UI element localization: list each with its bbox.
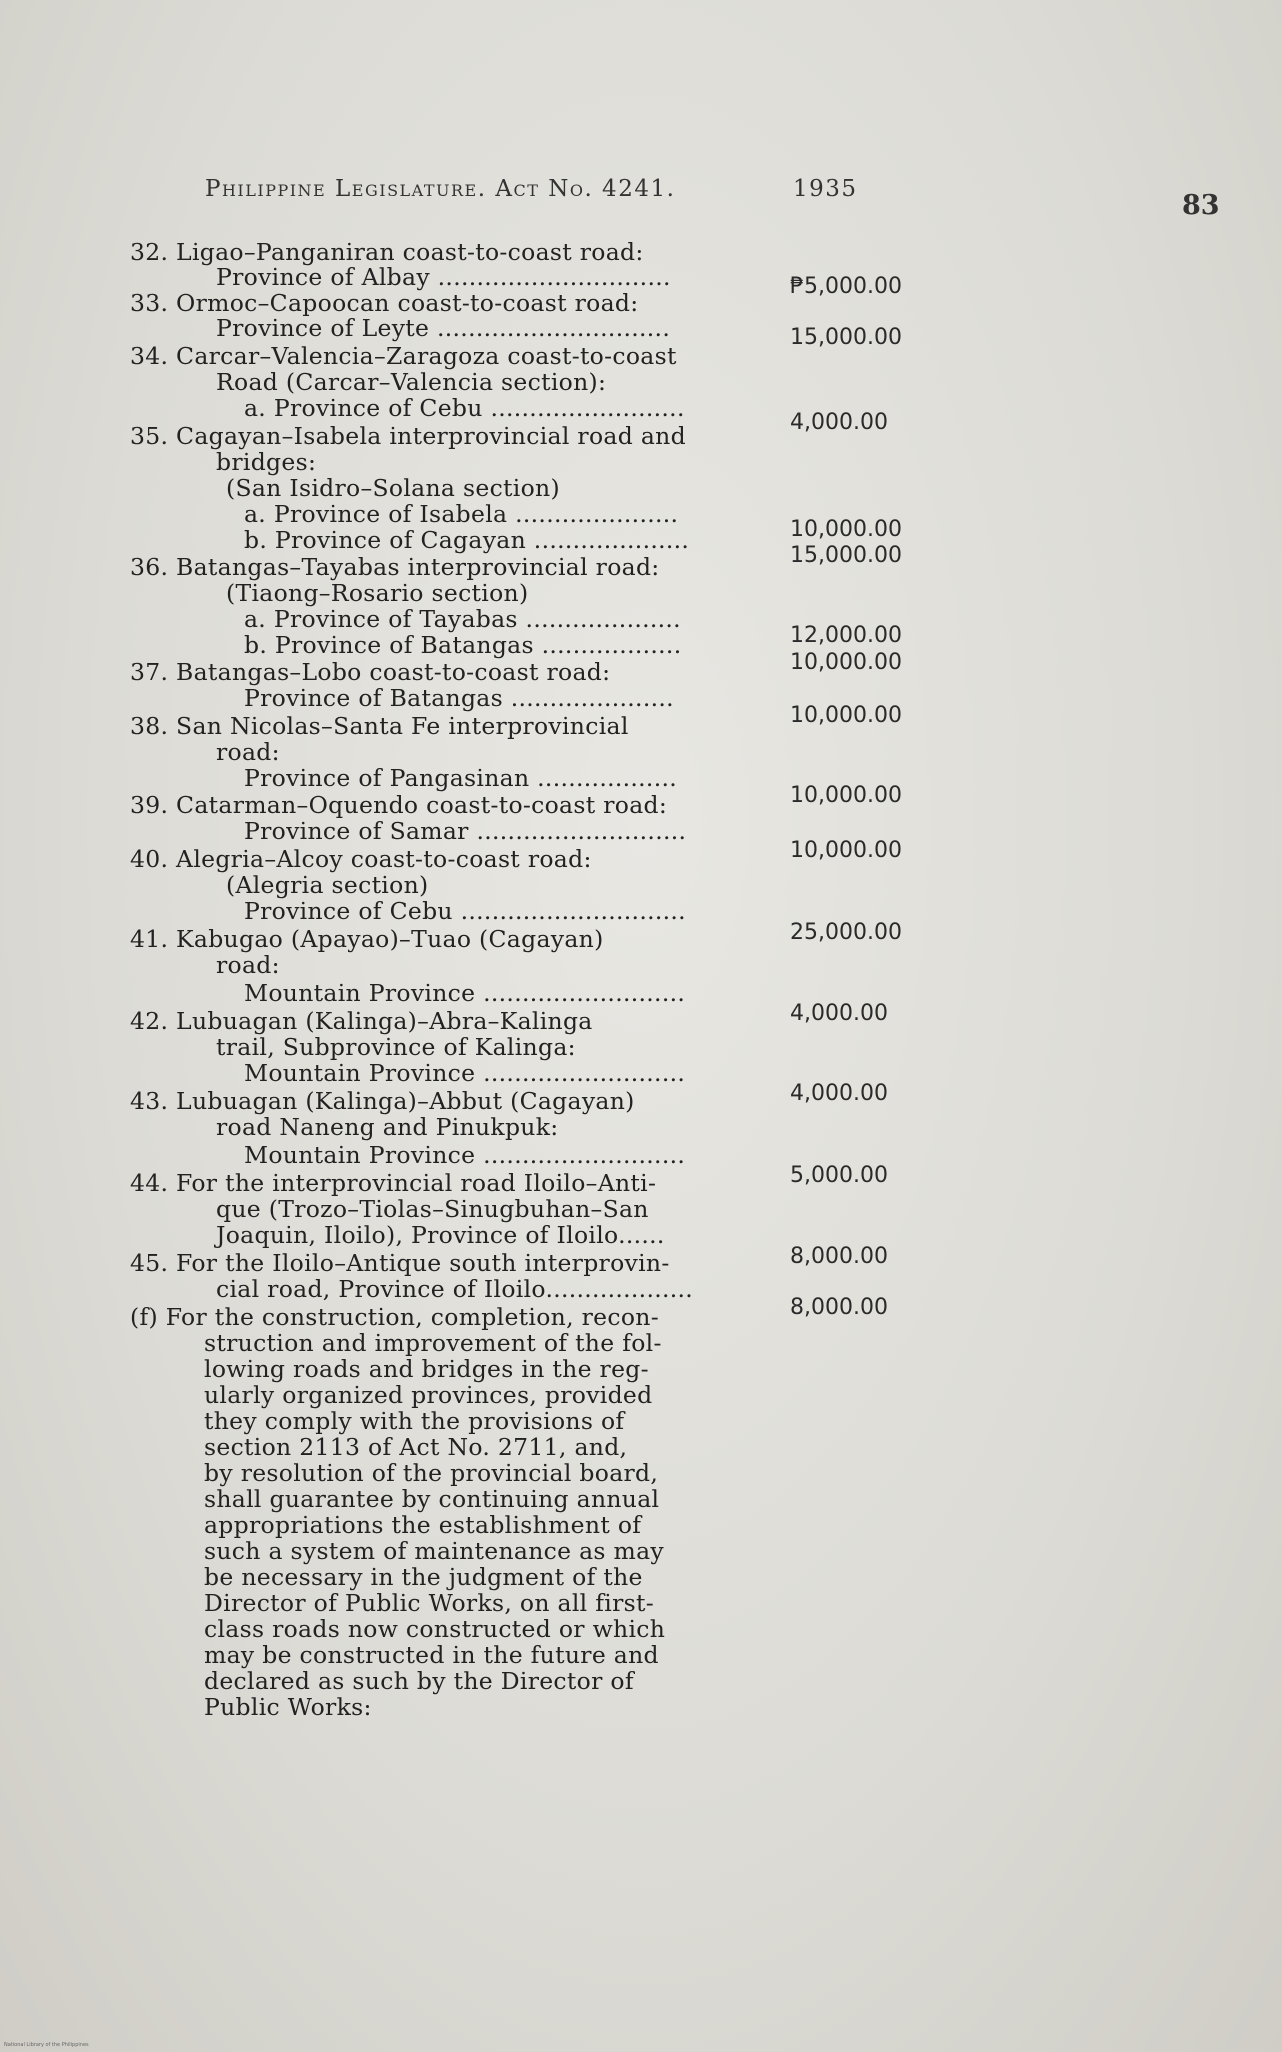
appropriation-amount: 10,000.00 xyxy=(790,783,902,808)
text-line: trail, Subprovince of Kalinga: xyxy=(216,1033,576,1061)
text-line: Public Works: xyxy=(204,1693,372,1721)
text-line: 38. San Nicolas–Santa Fe interprovincial xyxy=(130,712,629,740)
text-line: 36. Batangas–Tayabas interprovincial road: xyxy=(130,553,660,581)
text-line: bridges: xyxy=(216,448,317,476)
footer-watermark: National Library of the Philippines xyxy=(4,2042,89,2048)
text-line: such a system of maintenance as may xyxy=(204,1537,664,1565)
text-line: Province of Samar ........................... xyxy=(244,817,687,845)
running-title: Philippine Legislature. Act No. 4241. xyxy=(205,176,676,202)
appropriation-amount: 4,000.00 xyxy=(790,1001,888,1026)
text-line: Province of Albay .............................. xyxy=(216,263,671,291)
text-line: (f) For the construction, completion, recon- xyxy=(130,1303,659,1331)
text-line: Province of Batangas ..................... xyxy=(244,684,674,712)
text-line: road: xyxy=(216,951,280,979)
text-line: 40. Alegria–Alcoy coast-to-coast road: xyxy=(130,845,592,873)
text-line: Province of Pangasinan .................. xyxy=(244,764,678,792)
text-line: Mountain Province .......................... xyxy=(244,1141,686,1169)
running-header xyxy=(205,176,858,202)
text-line: 44. For the interprovincial road Iloilo–Anti- xyxy=(130,1169,657,1197)
text-line: struction and improvement of the fol- xyxy=(204,1329,662,1357)
text-line: que (Trozo–Tiolas–Sinugbuhan–San xyxy=(216,1195,649,1223)
text-line: (Tiaong–Rosario section) xyxy=(226,579,529,607)
text-line: 39. Catarman–Oquendo coast-to-coast road: xyxy=(130,791,668,819)
text-line: 43. Lubuagan (Kalinga)–Abbut (Cagayan) xyxy=(130,1087,635,1115)
text-line: a. Province of Isabela ..................... xyxy=(244,500,679,528)
text-line: ularly organized provinces, provided xyxy=(204,1381,653,1409)
text-line: 35. Cagayan–Isabela interprovincial road and xyxy=(130,422,686,450)
text-line: a. Province of Tayabas .................... xyxy=(244,605,681,633)
appropriation-amount: 10,000.00 xyxy=(790,517,902,542)
text-line: 42. Lubuagan (Kalinga)–Abra–Kalinga xyxy=(130,1007,593,1035)
page-number: 83 xyxy=(1182,190,1220,221)
text-line: appropriations the establishment of xyxy=(204,1511,642,1539)
text-line: b. Province of Cagayan .................... xyxy=(244,526,690,554)
text-line: Road (Carcar–Valencia section): xyxy=(216,368,607,396)
text-line: may be constructed in the future and xyxy=(204,1641,659,1669)
appropriation-amount: 8,000.00 xyxy=(790,1244,888,1269)
text-line: road Naneng and Pinukpuk: xyxy=(216,1113,559,1141)
text-line: lowing roads and bridges in the reg- xyxy=(204,1355,649,1383)
text-line: Joaquin, Iloilo), Province of Iloilo...... xyxy=(216,1221,665,1249)
text-line: by resolution of the provincial board, xyxy=(204,1459,659,1487)
appropriation-amount: 25,000.00 xyxy=(790,920,902,945)
appropriation-amount: 4,000.00 xyxy=(790,410,888,435)
text-line: 41. Kabugao (Apayao)–Tuao (Cagayan) xyxy=(130,925,604,953)
appropriation-amount: 15,000.00 xyxy=(790,543,902,568)
text-line: a. Province of Cebu ......................... xyxy=(244,394,685,422)
text-line: Director of Public Works, on all first- xyxy=(204,1589,654,1617)
text-line: Province of Leyte .............................. xyxy=(216,314,671,342)
header-year: 1935 xyxy=(793,176,858,202)
appropriation-amount: 8,000.00 xyxy=(790,1295,888,1320)
text-line: 32. Ligao–Panganiran coast-to-coast road: xyxy=(130,238,644,266)
text-line: 34. Carcar–Valencia–Zaragoza coast-to-coast xyxy=(130,342,677,370)
text-line: Province of Cebu ............................. xyxy=(244,897,686,925)
text-line: 45. For the Iloilo–Antique south interprovin- xyxy=(130,1249,670,1277)
text-line: shall guarantee by continuing annual xyxy=(204,1485,660,1513)
appropriation-amount: 10,000.00 xyxy=(790,838,902,863)
text-line: Mountain Province .......................... xyxy=(244,1059,686,1087)
text-line: 37. Batangas–Lobo coast-to-coast road: xyxy=(130,658,611,686)
text-line: road: xyxy=(216,738,280,766)
appropriation-amount: 5,000.00 xyxy=(790,1163,888,1188)
text-line: section 2113 of Act No. 2711, and, xyxy=(204,1433,628,1461)
text-line: (Alegria section) xyxy=(226,871,429,899)
appropriation-amount: 4,000.00 xyxy=(790,1081,888,1106)
text-line: they comply with the provisions of xyxy=(204,1407,625,1435)
text-line: (San Isidro–Solana section) xyxy=(226,474,560,502)
text-line: 33. Ormoc–Capoocan coast-to-coast road: xyxy=(130,289,639,317)
appropriation-amount: ₱5,000.00 xyxy=(790,274,902,299)
text-line: Mountain Province .......................... xyxy=(244,979,686,1007)
text-line: class roads now constructed or which xyxy=(204,1615,666,1643)
appropriation-amount: 12,000.00 xyxy=(790,623,902,648)
appropriation-amount: 15,000.00 xyxy=(790,325,902,350)
text-line: cial road, Province of Iloilo................... xyxy=(216,1275,694,1303)
text-line: declared as such by the Director of xyxy=(204,1667,634,1695)
text-line: be necessary in the judgment of the xyxy=(204,1563,643,1591)
appropriation-amount: 10,000.00 xyxy=(790,650,902,675)
appropriation-amount: 10,000.00 xyxy=(790,703,902,728)
text-line: b. Province of Batangas .................. xyxy=(244,631,682,659)
